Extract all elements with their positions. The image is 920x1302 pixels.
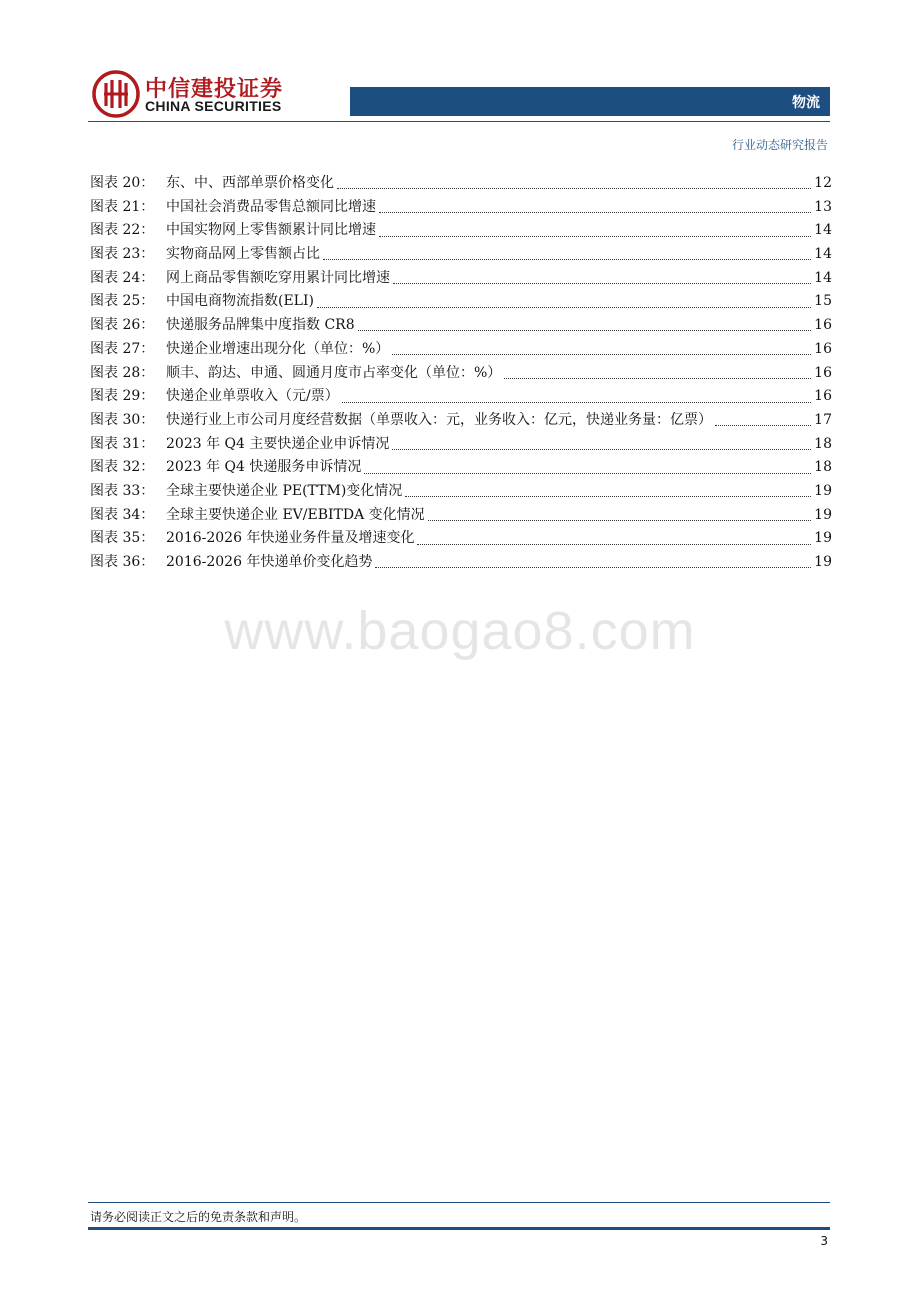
toc-dot-leader [358,330,812,331]
toc-dot-leader [405,496,811,497]
toc-entry-title: 中国电商物流指数(ELI) [166,293,314,310]
toc-entry-page: 16 [814,317,832,334]
sector-banner [350,87,830,116]
toc-entry-number: 图表 35： [90,530,155,547]
toc-entry-number: 图表 33： [90,482,155,499]
footer-bar [88,1227,830,1230]
toc-entry-title: 网上商品零售额吃穿用累计同比增速 [166,269,390,286]
toc-entry[interactable] [90,172,832,196]
toc-entry-title: 中国社会消费品零售总额同比增速 [166,198,376,215]
toc-entry-page: 13 [814,198,832,215]
toc-dot-leader [375,567,811,568]
toc-entry-page: 15 [814,293,832,310]
toc-entry-title: 全球主要快递企业 PE(TTM)变化情况 [166,482,403,499]
toc-entry-title: 快递服务品牌集中度指数 CR8 [166,317,355,334]
toc-entry-title: 中国实物网上零售额累计同比增速 [166,222,376,239]
toc-entry-page: 17 [814,411,832,428]
toc-dot-leader [379,212,811,213]
toc-entry-page: 12 [814,175,832,191]
toc-entry[interactable] [90,196,832,220]
brand-name-cn: 中信建投证券 [145,77,284,102]
toc-dot-leader [417,544,811,545]
toc-entry-number: 图表 31： [90,435,155,452]
toc-entry-page: 16 [814,364,832,381]
toc-entry-number: 图表 29： [90,388,155,405]
page-number: 3 [820,1234,828,1248]
toc-entry[interactable] [90,504,832,528]
toc-dot-leader [323,259,811,260]
toc-dot-leader [504,378,811,379]
header-divider [88,121,830,122]
toc-dot-leader [428,520,812,521]
toc-entry-title: 东、中、西部单票价格变化 [166,175,334,191]
toc-entry[interactable] [90,290,832,314]
toc-entry[interactable] [90,456,832,480]
toc-entry-title: 2023 年 Q4 主要快递企业申诉情况 [166,435,390,452]
toc-entry-title: 快递企业单票收入（元/票） [166,388,339,405]
toc-entry[interactable] [90,362,832,386]
toc-entry-page: 16 [814,388,832,405]
toc-entry[interactable] [90,480,832,504]
toc-entry-title: 2023 年 Q4 快递服务申诉情况 [166,459,362,476]
toc-entry[interactable] [90,551,832,575]
toc-dot-leader [342,402,811,403]
toc-entry-number: 图表 20： [90,175,155,191]
toc-entry[interactable] [90,314,832,338]
toc-entry-page: 19 [814,530,832,547]
toc-entry-title: 快递行业上市公司月度经营数据（单票收入：元，业务收入：亿元，快递业务量：亿票） [166,411,712,428]
page-header [0,0,920,160]
toc-entry-page: 18 [814,435,832,452]
toc-entry-page: 14 [814,222,832,239]
toc-entry-number: 图表 36： [90,554,155,570]
sector-label: 物流 [792,95,820,111]
toc-dot-leader [337,188,811,189]
toc-entry-title: 快递企业增速出现分化（单位：%） [166,340,390,357]
figure-list [90,172,832,575]
toc-dot-leader [393,283,811,284]
toc-entry-page: 14 [814,269,832,286]
toc-entry-title: 全球主要快递企业 EV/EBITDA 变化情况 [166,506,425,523]
toc-entry-page: 18 [814,459,832,476]
toc-dot-leader [379,236,811,237]
toc-entry-title: 实物商品网上零售额占比 [166,246,320,263]
brand-name-en: CHINA SECURITIES [145,98,282,114]
toc-entry-number: 图表 32： [90,459,155,476]
toc-entry[interactable] [90,409,832,433]
toc-entry-title: 2016-2026 年快递业务件量及增速变化 [166,530,415,547]
toc-entry-number: 图表 21： [90,198,155,215]
watermark: www.baogao8.com [224,601,696,661]
toc-entry-title: 顺丰、韵达、申通、圆通月度市占率变化（单位：%） [166,364,502,381]
toc-entry[interactable] [90,267,832,291]
toc-entry-page: 19 [814,506,832,523]
toc-entry-number: 图表 34： [90,506,155,523]
footer-divider [88,1202,830,1203]
toc-entry-number: 图表 25： [90,293,155,310]
toc-entry-page: 19 [814,482,832,499]
toc-dot-leader [392,354,811,355]
toc-entry[interactable] [90,385,832,409]
toc-entry-number: 图表 26： [90,317,155,334]
toc-dot-leader [317,307,811,308]
toc-entry-number: 图表 22： [90,222,155,239]
toc-entry-number: 图表 23： [90,246,155,263]
toc-entry[interactable] [90,243,832,267]
toc-entry-number: 图表 24： [90,269,155,286]
toc-entry-number: 图表 28： [90,364,155,381]
toc-entry-page: 16 [814,340,832,357]
toc-entry-title: 2016-2026 年快递单价变化趋势 [166,554,373,570]
report-type-label: 行业动态研究报告 [731,138,828,152]
toc-entry[interactable] [90,219,832,243]
toc-entry-page: 19 [814,554,832,570]
toc-dot-leader [715,425,811,426]
disclaimer-text: 请务必阅读正文之后的免责条款和声明。 [90,1210,307,1224]
toc-entry[interactable] [90,338,832,362]
toc-entry-page: 14 [814,246,832,263]
toc-dot-leader [392,449,811,450]
toc-entry[interactable] [90,527,832,551]
toc-entry[interactable] [90,433,832,457]
toc-entry-number: 图表 30： [90,411,155,428]
toc-entry-number: 图表 27： [90,340,155,357]
toc-dot-leader [364,473,811,474]
china-securities-logo-icon [92,70,140,118]
